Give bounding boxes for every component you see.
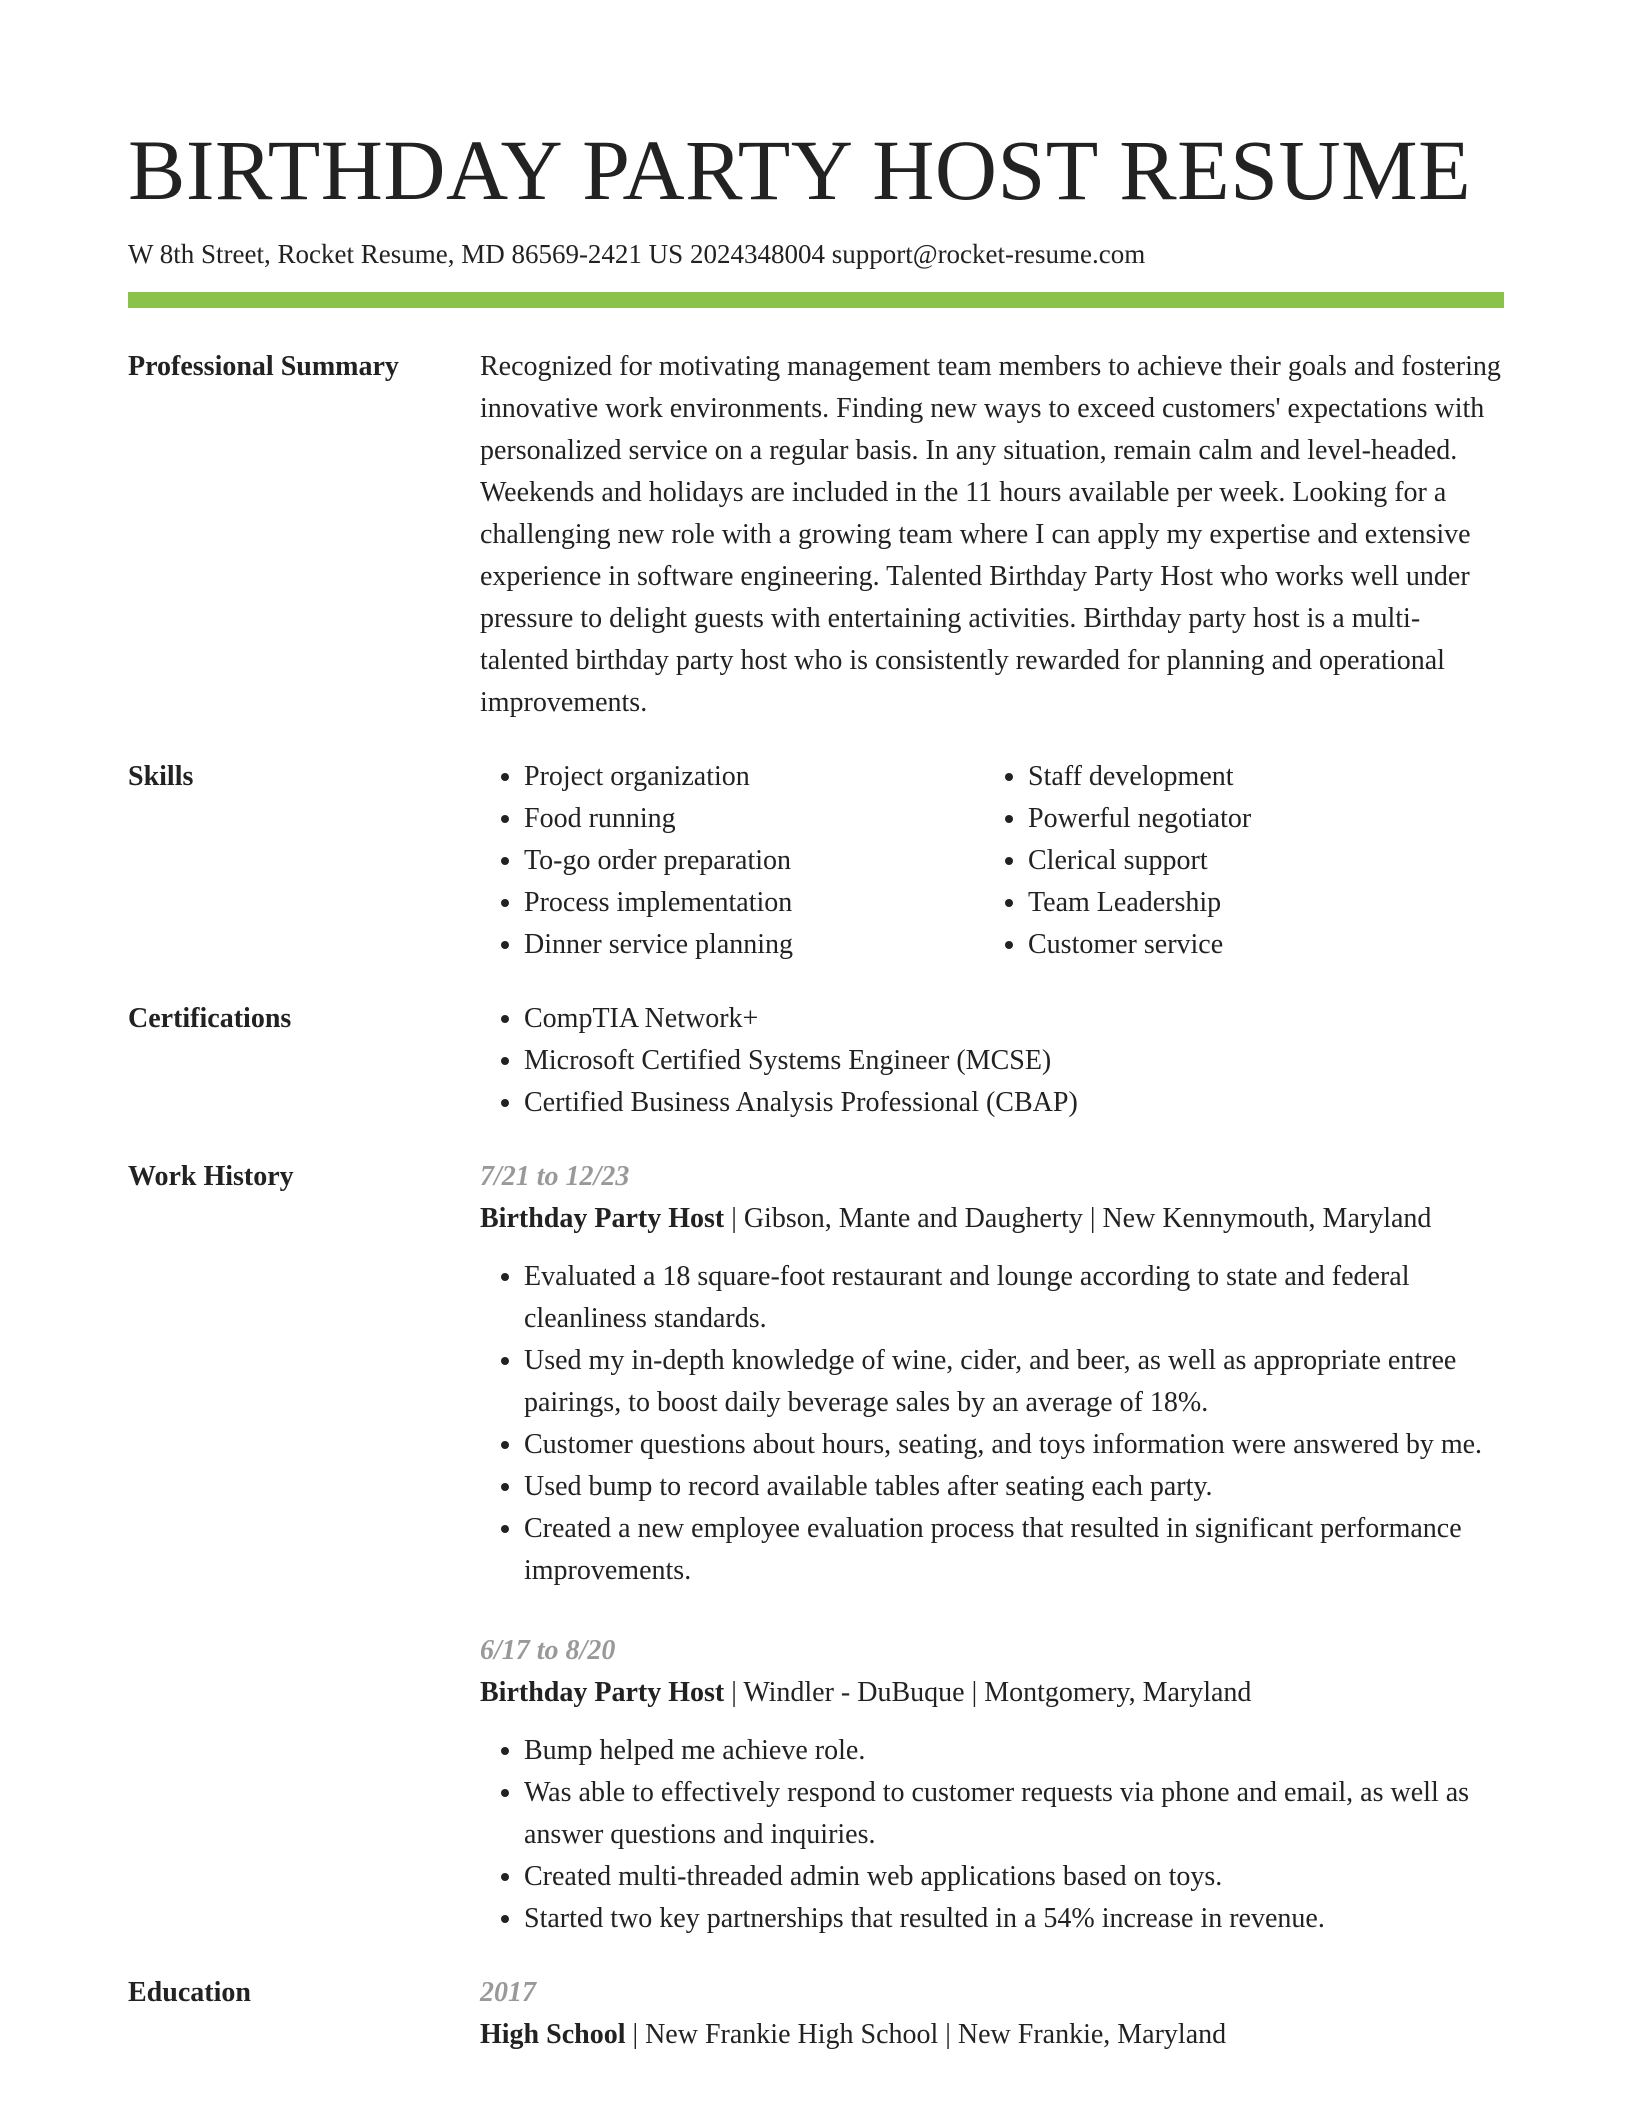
certifications-label: Certifications: [128, 1003, 292, 1034]
skills-label: Skills: [128, 761, 194, 792]
header-divider: [128, 292, 1504, 308]
skills-body: [480, 756, 1504, 966]
job-dates: 6/17 to 8/20: [480, 1635, 616, 1666]
contact-line: W 8th Street, Rocket Resume, MD 86569-2421 US 2024348004 support@rocket-resume.com: [128, 239, 1146, 269]
education-dates: 2017: [480, 1977, 536, 2008]
job-bullets: [480, 1730, 1504, 1940]
skill-item: • To-go order preparation: [524, 840, 984, 882]
skill-item: • Powerful negotiator: [1028, 798, 1488, 840]
education-body: [480, 1972, 1504, 2056]
job-bullet: • Was able to effectively respond to customer requests via phone and email, as well as answer questions and inquiries.: [524, 1772, 1504, 1856]
skill-item: • Dinner service planning: [524, 924, 984, 966]
work-history-section: [128, 1156, 1504, 1940]
skills-column-left: [480, 756, 984, 966]
summary-text: Recognized for motivating management team members to achieve their goals and fostering innovative work environments. Finding new ways to exceed customers' expectations with personalized service on a regular basis. In any situation, remain calm and level-headed. Weekends and holidays are included in the 11 hours available per week. Looking for a challenging new role with a growing team where I can apply my expertise and extensive experience in software engineering. Talented Birthday Party Host who works well under pressure to delight guests with entertaining activities. Birthday party host is a multi-talented birthday party host who is consistently rewarded for planning and operational improvements.: [480, 351, 1501, 718]
job-title: Birthday Party Host: [480, 1677, 725, 1708]
resume-title: BIRTHDAY PARTY HOST RESUME: [128, 122, 1472, 218]
skill-item: • Process implementation: [524, 882, 984, 924]
job-employer: | Gibson, Mante and Daugherty | New Kennymouth, Maryland: [724, 1203, 1432, 1234]
skills-column-right: [984, 756, 1488, 966]
summary-label: Professional Summary: [128, 351, 399, 382]
certifications-body: [480, 998, 1504, 1124]
skill-item: • Clerical support: [1028, 840, 1488, 882]
skills-section: [128, 756, 1504, 966]
summary-section: [128, 346, 1504, 724]
education-label: Education: [128, 1977, 251, 2008]
job-heading: [480, 1672, 1504, 1714]
job-entry: [480, 1156, 1504, 1592]
job-bullet: • Used bump to record available tables after seating each party.: [524, 1466, 1504, 1508]
job-bullet: • Customer questions about hours, seating, and toys information were answered by me.: [524, 1424, 1504, 1466]
summary-body: [480, 346, 1504, 724]
work-history-label: Work History: [128, 1161, 294, 1192]
education-school: | New Frankie High School | New Frankie, Maryland: [625, 2019, 1227, 2050]
job-bullet: • Evaluated a 18 square-foot restaurant and lounge according to state and federal cleanliness standards.: [524, 1256, 1504, 1340]
skill-item: • Team Leadership: [1028, 882, 1488, 924]
job-entry: [480, 1630, 1504, 1940]
job-bullet: • Created a new employee evaluation process that resulted in significant performance improvements.: [524, 1508, 1504, 1592]
certification-item: • Certified Business Analysis Professional (CBAP): [524, 1082, 1504, 1124]
job-title: Birthday Party Host: [480, 1203, 725, 1234]
job-bullets: [480, 1256, 1504, 1592]
skills-grid: [480, 756, 1504, 966]
job-dates: 7/21 to 12/23: [480, 1161, 630, 1192]
job-bullet: • Used my in-depth knowledge of wine, cider, and beer, as well as appropriate entree pairings, to boost daily beverage sales by an average of 18%.: [524, 1340, 1504, 1424]
job-heading: [480, 1198, 1504, 1240]
skill-item: • Food running: [524, 798, 984, 840]
job-bullet: • Created multi-threaded admin web applications based on toys.: [524, 1856, 1504, 1898]
skill-item: • Project organization: [524, 756, 984, 798]
education-heading: [480, 2014, 1504, 2056]
certification-item: • CompTIA Network+: [524, 998, 1504, 1040]
skill-item: • Customer service: [1028, 924, 1488, 966]
skill-item: • Staff development: [1028, 756, 1488, 798]
education-degree: High School: [480, 2019, 626, 2050]
education-section: [128, 1972, 1504, 2056]
certifications-section: [128, 998, 1504, 1124]
job-bullet: • Started two key partnerships that resulted in a 54% increase in revenue.: [524, 1898, 1504, 1940]
job-employer: | Windler - DuBuque | Montgomery, Maryland: [724, 1677, 1252, 1708]
job-bullet: • Bump helped me achieve role.: [524, 1730, 1504, 1772]
work-history-body: [480, 1156, 1504, 1940]
certification-item: • Microsoft Certified Systems Engineer (MCSE): [524, 1040, 1504, 1082]
